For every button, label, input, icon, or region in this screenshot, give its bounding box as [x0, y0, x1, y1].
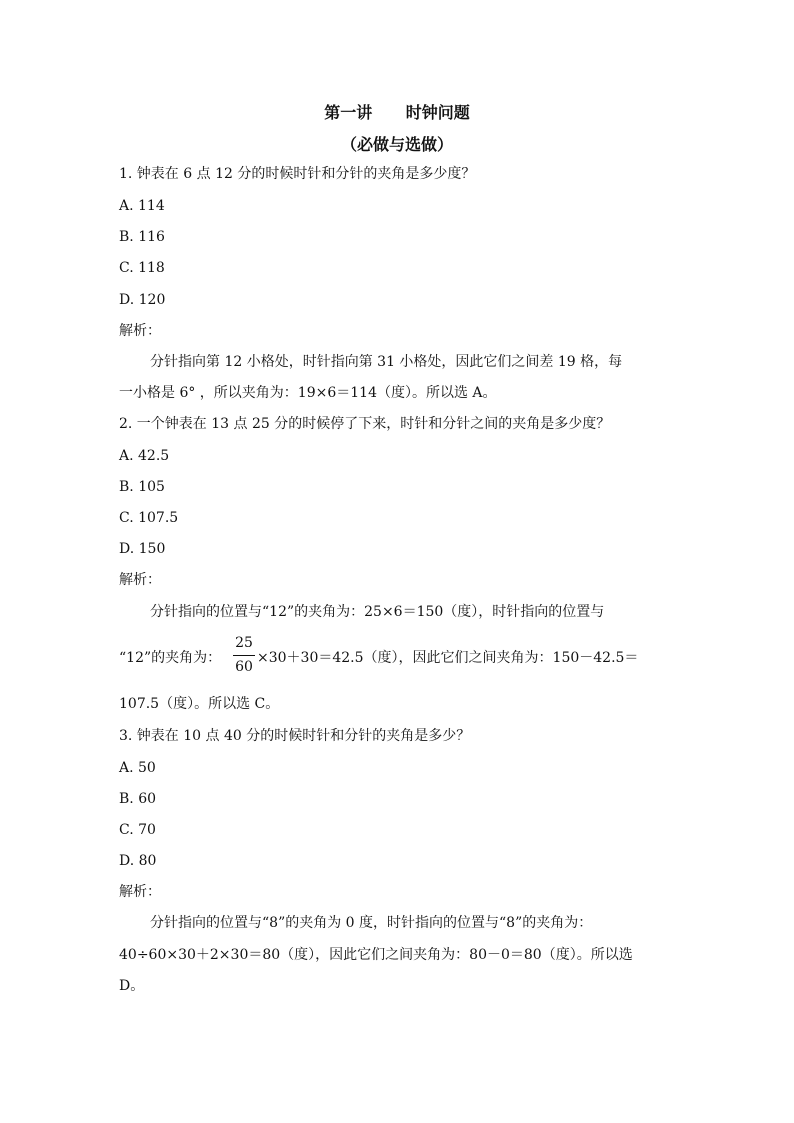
question-2-analysis-line-1: 分针指向的位置与“12”的夹角为：25×6＝150（度），时针指向的位置与 [150, 604, 605, 620]
question-2-option-c: C. 107.5 [119, 510, 179, 526]
question-2-analysis-line-2-suffix: ×30＋30＝42.5（度），因此它们之间夹角为：150－42.5＝ [257, 650, 639, 666]
question-2-analysis-label: 解析： [119, 572, 161, 588]
question-1-analysis-line-2: 一小格是 6° ，所以夹角为：19×6＝114（度）。所以选 A。 [119, 385, 497, 401]
fraction-denominator: 60 [235, 659, 253, 675]
question-3-analysis-line-2: 40÷60×30＋2×30＝80（度），因此它们之间夹角为：80－0＝80（度）。所以选 [119, 947, 633, 963]
question-2-option-a: A. 42.5 [119, 448, 170, 464]
fraction-numerator: 25 [235, 635, 253, 651]
question-3-option-a: A. 50 [119, 760, 156, 776]
question-2-option-d: D. 150 [119, 541, 166, 557]
question-1-option-a: A. 114 [119, 198, 165, 214]
question-3-analysis-label: 解析： [119, 884, 161, 900]
question-1-option-b: B. 116 [119, 229, 165, 245]
question-2-analysis-line-3: 107.5（度）。所以选 C。 [119, 696, 280, 712]
question-3-option-c: C. 70 [119, 822, 156, 838]
question-1-analysis-line-1: 分针指向第 12 小格处，时针指向第 31 小格处，因此它们之间差 19 格，每 [150, 354, 623, 370]
lecture-title: 第一讲 时钟问题 [324, 103, 470, 122]
question-2-option-b: B. 105 [119, 479, 165, 495]
question-3-option-b: B. 60 [119, 791, 157, 807]
lecture-subtitle: （必做与选做） [340, 135, 453, 154]
question-2-text: 2. 一个钟表在 13 点 25 分的时候停了下来，时针和分针之间的夹角是多少度？ [119, 416, 611, 432]
question-1-text: 1. 钟表在 6 点 12 分的时候时针和分针的夹角是多少度？ [119, 166, 476, 182]
question-1-analysis-label: 解析： [119, 323, 161, 339]
question-1-option-d: D. 120 [119, 292, 166, 308]
question-3-text: 3. 钟表在 10 点 40 分的时候时针和分针的夹角是多少？ [119, 728, 471, 744]
question-3-option-d: D. 80 [119, 853, 157, 869]
question-2-analysis-line-2-prefix: “12”的夹角为： [119, 650, 222, 666]
fraction-bar [233, 655, 255, 656]
question-1-option-c: C. 118 [119, 260, 165, 276]
question-3-analysis-line-1: 分针指向的位置与“8”的夹角为 0 度，时针指向的位置与“8”的夹角为： [150, 915, 593, 931]
question-3-analysis-line-3: D。 [119, 978, 145, 994]
